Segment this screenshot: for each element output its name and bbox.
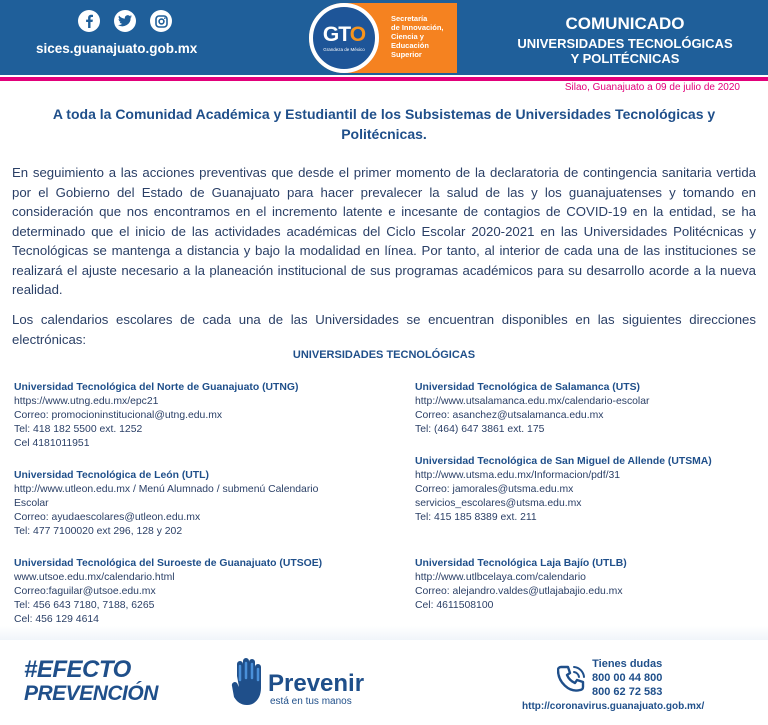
university-url[interactable]: https://www.utng.edu.mx/epc21 bbox=[14, 396, 159, 407]
university-email-2[interactable]: servicios_escolares@utsma.edu.mx bbox=[415, 498, 582, 509]
university-email[interactable]: Correo: asanchez@utsalamanca.edu.mx bbox=[415, 410, 604, 421]
document-heading: A toda la Comunidad Académica y Estudiantil de los Subsistemas de Universidades Tecnológicas y Politécnicas. bbox=[52, 106, 716, 142]
university-block-utng bbox=[14, 381, 384, 451]
paragraph-2: Los calendarios escolares de cada una de las Universidades se encuentran disponibles en las siguientes direcciones electrónicas: bbox=[12, 312, 756, 347]
header-bar bbox=[0, 0, 768, 75]
section-title: UNIVERSIDADES TECNOLÓGICAS bbox=[292, 349, 476, 361]
university-cell: Cel 4181011951 bbox=[14, 438, 90, 449]
dept-line: Secretaría bbox=[391, 14, 428, 23]
university-cell: Cel: 456 129 4614 bbox=[14, 614, 99, 625]
date-bar bbox=[0, 75, 768, 91]
prevenir-subtitle: está en tus manos bbox=[270, 696, 352, 707]
efecto-prevencion-logo bbox=[24, 658, 158, 706]
university-url[interactable]: http://www.utleon.edu.mx / Menú Alumnado / submenú Calendario bbox=[14, 484, 319, 495]
department-name bbox=[391, 14, 457, 59]
gto-logo bbox=[309, 3, 379, 73]
university-name: Universidad Tecnológica Laja Bajío (UTLB) bbox=[415, 558, 627, 569]
university-phone: Tel: 456 643 7180, 7188, 6265 bbox=[14, 600, 155, 611]
help-title: Tienes dudas bbox=[592, 658, 663, 670]
hand-icon bbox=[231, 656, 267, 713]
university-block-utlb bbox=[415, 557, 752, 613]
gto-logo-text: GTO bbox=[322, 22, 366, 46]
university-name: Universidad Tecnológica de Salamanca (UTS) bbox=[415, 382, 641, 393]
dept-line: Superior bbox=[391, 50, 422, 59]
twitter-icon[interactable] bbox=[114, 10, 136, 32]
university-email[interactable]: Correo: promocioninstitucional@utng.edu.mx bbox=[14, 410, 223, 421]
comunicado-subtitle-2: Y POLITÉCNICAS bbox=[570, 51, 680, 66]
paragraph-1: En seguimiento a las acciones preventivas que desde el primer momento de la declaratoria de contingencia sanitaria vertida por el Gobierno del Estado de Guanajuato para hacer prevalecer la salud de las y los guanajuatenses y tomando en consideración que nos encontramos en el incremento latente e incesante de contagios de COVID-19 en la entidad, se ha determinado que el inicio de las actividades académicas del Ciclo Escolar 2020-2021 en las Universidades Politécnicas y Tecnológicas se mantenga a distancia y bajo la modalidad en línea. Por tanto, al interior de cada una de las instituciones se realizará el ajuste necesario a la planeación institucional de sus programas académicos para su desarrollo acorde a la nueva realidad. bbox=[12, 165, 756, 297]
university-name: Universidad Tecnológica del Suroeste de Guanajuato (UTSOE) bbox=[14, 558, 323, 569]
help-phone-2[interactable]: 800 62 72 583 bbox=[592, 686, 663, 698]
university-block-utl bbox=[14, 469, 384, 539]
university-email[interactable]: Correo: jamorales@utsma.edu.mx bbox=[415, 484, 574, 495]
efecto-line-1: #EFECTO bbox=[24, 656, 131, 683]
efecto-line-2: PREVENCIÓN bbox=[24, 682, 158, 705]
university-url[interactable]: www.utsoe.edu.mx/calendario.html bbox=[14, 572, 175, 583]
document-date: Silao, Guanajuato a 09 de julio de 2020 bbox=[564, 82, 740, 93]
social-links bbox=[78, 10, 172, 32]
dept-line: Ciencia y bbox=[391, 32, 424, 41]
gto-tagline: Grandeza de México bbox=[323, 46, 365, 52]
university-name: Universidad Tecnológica del Norte de Guanajuato (UTNG) bbox=[14, 382, 299, 393]
site-url-link[interactable]: sices.guanajuato.gob.mx bbox=[36, 41, 198, 56]
university-phone: Tel: 477 7100020 ext 296, 128 y 202 bbox=[14, 526, 183, 537]
university-name: Universidad Tecnológica de San Miguel de Allende (UTSMA) bbox=[415, 456, 712, 467]
dept-line: de Innovación, bbox=[391, 23, 444, 32]
phone-icon bbox=[557, 664, 587, 699]
coronavirus-url-link[interactable]: http://coronavirus.guanajuato.gob.mx/ bbox=[522, 701, 705, 712]
dept-line: Educación bbox=[391, 41, 429, 50]
facebook-icon[interactable] bbox=[78, 10, 100, 32]
university-url-cont: Escolar bbox=[14, 498, 49, 509]
university-name: Universidad Tecnológica de León (UTL) bbox=[14, 470, 209, 481]
university-cell: Cel: 4611508100 bbox=[415, 600, 494, 611]
gto-logo-block bbox=[309, 3, 457, 73]
help-phone-1[interactable]: 800 00 44 800 bbox=[592, 672, 663, 684]
university-phone: Tel: (464) 647 3861 ext. 175 bbox=[415, 424, 545, 435]
instagram-icon[interactable] bbox=[150, 10, 172, 32]
comunicado-title: COMUNICADO bbox=[565, 14, 685, 33]
university-url[interactable]: http://www.utlbcelaya.com/calendario bbox=[415, 572, 586, 583]
prevenir-logo bbox=[268, 672, 364, 707]
university-phone: Tel: 415 185 8389 ext. 211 bbox=[415, 512, 537, 523]
help-phones bbox=[592, 657, 662, 699]
comunicado-subtitle-1: UNIVERSIDADES TECNOLÓGICAS bbox=[517, 36, 733, 51]
university-url[interactable]: http://www.utsma.edu.mx/Informacion/pdf/31 bbox=[415, 470, 621, 481]
university-block-utsoe bbox=[14, 557, 384, 627]
university-block-uts bbox=[415, 381, 752, 437]
university-email[interactable]: Correo: ayudaescolares@utleon.edu.mx bbox=[14, 512, 201, 523]
university-phone: Tel: 418 182 5500 ext. 1252 bbox=[14, 424, 143, 435]
university-email[interactable]: Correo:faguilar@utsoe.edu.mx bbox=[14, 586, 156, 597]
university-url[interactable]: http://www.utsalamanca.edu.mx/calendario-escolar bbox=[415, 396, 650, 407]
university-email[interactable]: Correo: alejandro.valdes@utlajabajio.edu.mx bbox=[415, 586, 623, 597]
prevenir-title: Prevenir bbox=[268, 670, 365, 697]
comunicado-title-block bbox=[490, 14, 760, 66]
university-block-utsma bbox=[415, 455, 752, 525]
pink-divider bbox=[0, 77, 768, 81]
